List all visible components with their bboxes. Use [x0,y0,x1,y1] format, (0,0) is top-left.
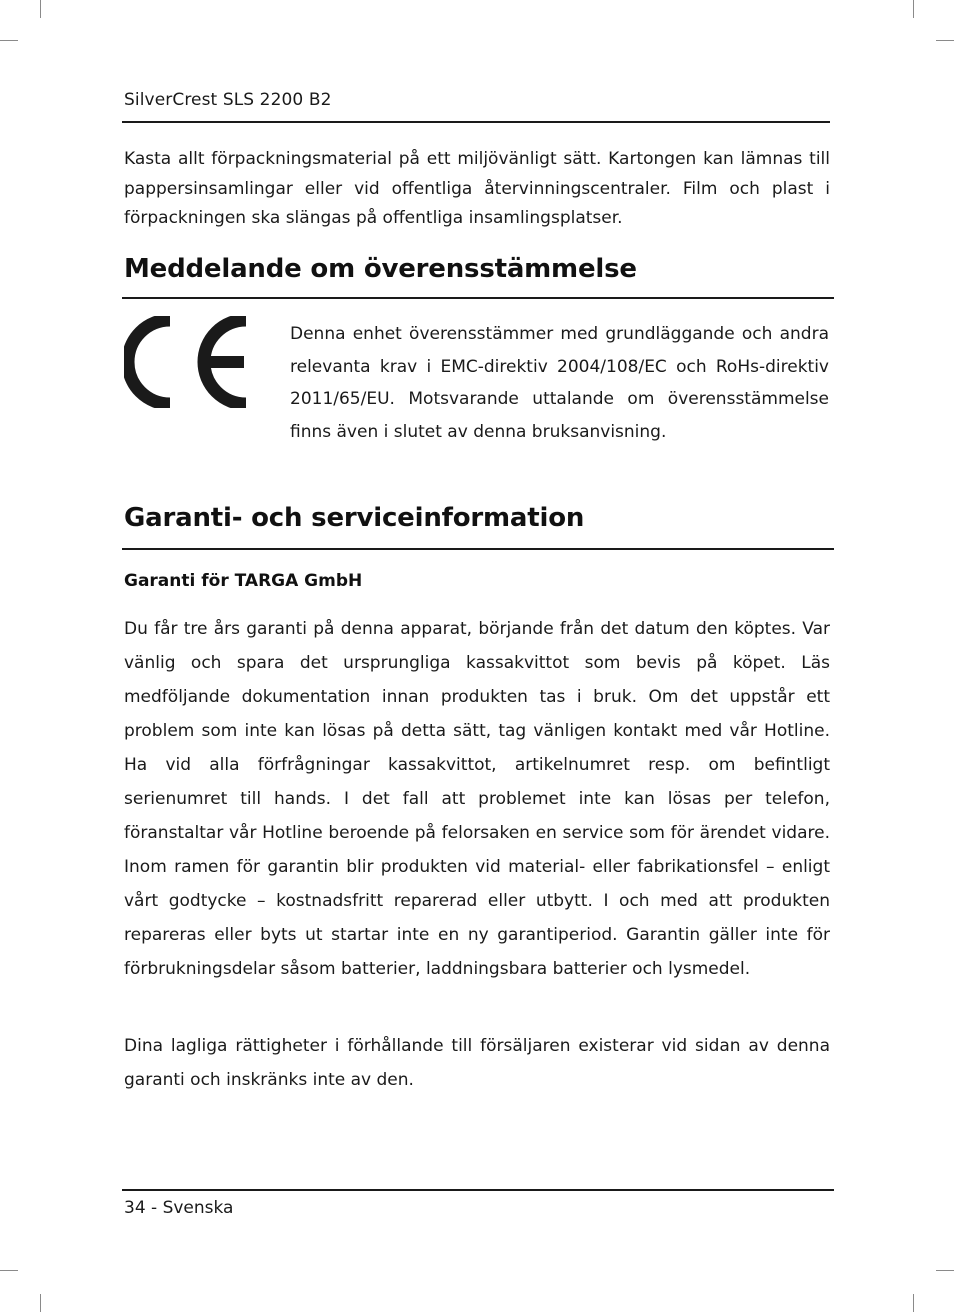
crop-mark [936,1270,954,1271]
section-rule [122,548,834,550]
crop-mark [40,1294,41,1312]
warranty-paragraph: Dina lagliga rättigheter i förhållande till försäljaren existerar vid sidan av denna garanti och inskränks inte av den. [124,1036,830,1090]
crop-mark [0,40,18,41]
crop-mark [936,40,954,41]
running-header: SilverCrest SLS 2200 B2 [124,90,332,110]
warranty-subheading: Garanti för TARGA GmbH [124,571,363,591]
intro-paragraph: Kasta allt förpackningsmaterial på ett miljövänligt sätt. Kartongen kan lämnas till pappersinsamlingar eller vid offentliga återvinningscentraler. Film och plast i förpackningen ska slängas på offentliga insamlingsplatser. [124,149,830,228]
crop-mark [913,0,914,18]
conformity-text: Denna enhet överensstämmer med grundläggande och andra relevanta krav i EMC-direktiv 2004/108/EC och RoHs-direktiv 2011/65/EU. Motsvarande uttalande om överensstämmelse finns även i slutet av denna bruksanvisning. [290,324,829,442]
warranty-paragraph: Du får tre års garanti på denna apparat, börjande från det datum den köptes. Var vänlig och spara det ursprungliga kassakvittot som bevis på köpet. Läs medföljande dokumentation innan produkten tas i bruk. Om det uppstår ett problem som inte kan lösas på detta sätt, tag vänligen kontakt med vår Hotline. Ha vid alla förfrågningar kassakvittot, artikelnumret resp. om befintligt serienumret till hands. I det fall att problemet inte kan lösas per telefon, föranstaltar vår Hotline beroende på felorsaken en service som för ärendet vidare. Inom ramen för garantin blir produkten vid material- eller fabrikationsfel – enligt vårt godtycke – kostnadsfritt reparerad eller utbytt. I och med att produkten repareras eller byts ut startar inte en ny garantiperiod. Garantin gäller inte för förbrukningsdelar såsom batterier, laddningsbara batterier och lysmedel. [124,619,830,979]
ce-mark-icon [124,316,250,408]
section-heading-warranty: Garanti- och serviceinformation [124,503,585,533]
section-heading-conformity: Meddelande om överensstämmelse [124,254,637,284]
crop-mark [40,0,41,18]
header-rule [122,121,830,123]
page-number: 34 - Svenska [124,1198,234,1218]
footer-rule [122,1189,834,1191]
section-rule [122,297,834,299]
crop-mark [0,1270,18,1271]
crop-mark [913,1294,914,1312]
